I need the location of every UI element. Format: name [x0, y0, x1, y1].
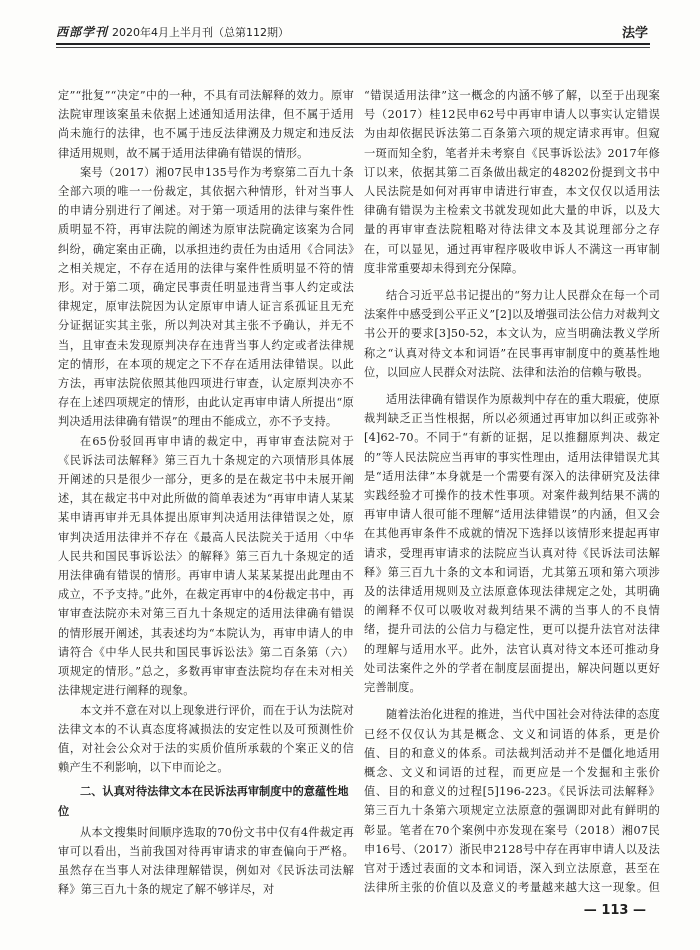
- right-paragraph-4: 随着法治化进程的推进，当代中国社会对待法律的态度已经不仅仅认为其是概念、文义和词语的体系，更是价值、目的和意义的体系。司法裁判活动并不是僵化地适用概念、文义和词语的过程，而更应是一个发掘和主张价值、目的和意义的过程[5]196-223。《民诉法司法解释》第三百九十条第六项规定立法原意的强调即对此有鲜明的彰显。笔者在70个案例中亦发现在案号（2018）湘07民申16号、（2017）浙民申2128号中存在再审申请人以及法官对于透过表面的文本和词语，深入到立法原意，甚至在法律所主张的价值以及意义的考量越来越大这一现象。但: [364, 708, 660, 895]
- left-paragraph-3: 在65份驳回再审申请的裁定中，再审审查法院对于《民诉法司法解释》第三百九十条规定的六项情形具体展开阐述的只是很少一部分，更多的是在裁定书中未展开阐述，其在裁定书中对此所做的简单表述为“再审申请人某某某申请再审并无具体提出原审判决适用法律错误之处，原审判决适用法律并不存在《最高人民法院关于适用〈中华人民共和国民事诉讼法〉的解释》第三百九十条规定的适用法律确有错误的情形。再审申请人某某某提出此理由不成立，不予支持。”此外，在裁定再审中的4份裁定书中，再审审查法院亦未对第三百九十条规定的适用法律确有错误的情形展开阐述，其表述均为“本院认为，再审申请人的申请符合《中华人民共和国民事诉讼法》第二百条第（六）项规定的情形。”总之，多数再审审查法院均存在未对相关法律规定进行阐释的现象。: [58, 434, 354, 698]
- page-header: [56, 20, 650, 42]
- paragraph-gap: [364, 278, 660, 286]
- section-heading: 二、认真对待法律文本在民诉法再审制度中的意蕴性地位: [58, 785, 349, 818]
- section-title: 法学: [621, 26, 648, 41]
- left-paragraph-5: 从本文搜集时间顺序选取的70份文书中仅有4件裁定再审可以看出，当前我国对待再审请求的审查偏向于严格。虽然存在当事人对法律理解错误，例如对《民诉法司法解释》第三百九十条的规定了解不够详尽，对: [58, 825, 354, 896]
- paragraph-gap: [364, 697, 660, 705]
- left-paragraph-4: 本文并不意在对以上现象进行评价，而在于认为法院对法律文本的不认真态度将减损法的安定性以及可预测性价值，对社会公众对于法的实质价值所承载的个案正义的信赖产生不利影响，以下申而论之。: [58, 703, 354, 775]
- right-paragraph-2: 结合习近平总书记提出的“努力让人民群众在每一个司法案件中感受到公平正义”[2]以及增强司法公信力对裁判文书公开的要求[3]50-52，本文认为，应当明确法教义学所称之“认真对待文本和词语”在民事再审制度中的奠基性地位，以回应人民群众对法院、法律和法治的信赖与敬畏。: [364, 289, 660, 379]
- left-paragraph-1: 定”“批复”“决定”中的一种，不具有司法解释的效力。原审法院审理该案虽未依据上述通知适用法律，但不属于适用尚未施行的法律，也不属于违反法律溯及力规定和违反法律适用规则，故不属于适用法律确有错误的情形。: [58, 89, 354, 160]
- left-column: [58, 86, 354, 896]
- left-paragraph-2: 案号（2017）湘07民申135号作为考察第二百九十条全部六项的唯一一份裁定，其依据六种情形，针对当事人的申请分别进行了阐述。对于第一项适用的法律与案件性质明显不符，再审法院的阐述为原审法院确定该案为合同纠纷，确定案由正确，以承担违约责任为由适用《合同法》之相关规定，不存在适用的法律与案件性质明显不符的情形。对于第二项，确定民事责任明显违背当事人约定或法律规定，原审法院因为认定原审申请人证言系孤证且无充分证据证实其主张，所以判决对其主张不予确认，并无不当，且审查未发现原判决存在违背当事人约定或者法律规定的情形，在本项的规定之下不存在适用法律错误。以此方法，再审法院依照其他四项进行审查，认定原判决亦不存在上述四项规定的情形，由此认定再审申请人所提出“原判决适用法律确有错误”的理由不能成立，亦不予支持。: [58, 165, 354, 429]
- right-paragraph-1: “错误适用法律”这一概念的内涵不够了解，以至于出现案号（2017）桂12民申62号中再审申请人以事实认定错误为由却依据民诉法第二百条第六项的规定请求再审。但窥一斑而知全豹，笔者并未考察自《民事诉讼法》2017年修订以来，依据其第二百条做出裁定的48202份提到文书中人民法院是如何对再审申请进行审查，本文仅仅以适用法律确有错误为主检索文书就发现如此大量的申诉，以及大量的再审审查法院粗略对待法律文本及其说理部分之存在，可以显见，通过再审程序吸收申诉人不满这一再审制度非常重要却未得到充分保障。: [364, 89, 660, 275]
- right-paragraph-3: 适用法律确有错误作为原裁判中存在的重大瑕疵，使原裁判缺乏正当性根据，所以必须通过再审加以纠正或弥补[4]62-70。不同于“有新的证据，足以推翻原判决、裁定的”等人民法院应当再审的事实性理由，适用法律错误尤其是“适用法律”本身就是一个需要有深入的法律研究及法律实践经验才可操作的技术性事项。对案件裁判结果不满的再审申请人很可能不理解“适用法律错误”的内涵，但又会在其他再审条件不成就的情况下选择以该情形来提起再审请求，受理再审请求的法院应当认真对待《民诉法司法解释》第三百九十条的文本和词语，尤其第五项和第六项涉及的法律适用规则及立法原意体现法律规定之处，其明确的阐释不仅可以吸收对裁判结果不满的当事人的不良情绪，提升司法的公信力与稳定性，更可以提升法官对法律的理解与适用水平。此外，法官认真对待文本还可推动身处司法案件之外的学者在制度层面提出，解决问题以更好完善制度。: [364, 393, 660, 695]
- header-rule-thick: [56, 43, 650, 45]
- issue-info: 2020年4月上半月刊（总第112期）: [112, 26, 289, 39]
- journal-brand: 西部学刊: [56, 25, 109, 39]
- paragraph-gap: [364, 382, 660, 390]
- page-number: — 113 —: [583, 903, 646, 918]
- header-rule-thin: [56, 47, 650, 48]
- right-column: [364, 86, 660, 896]
